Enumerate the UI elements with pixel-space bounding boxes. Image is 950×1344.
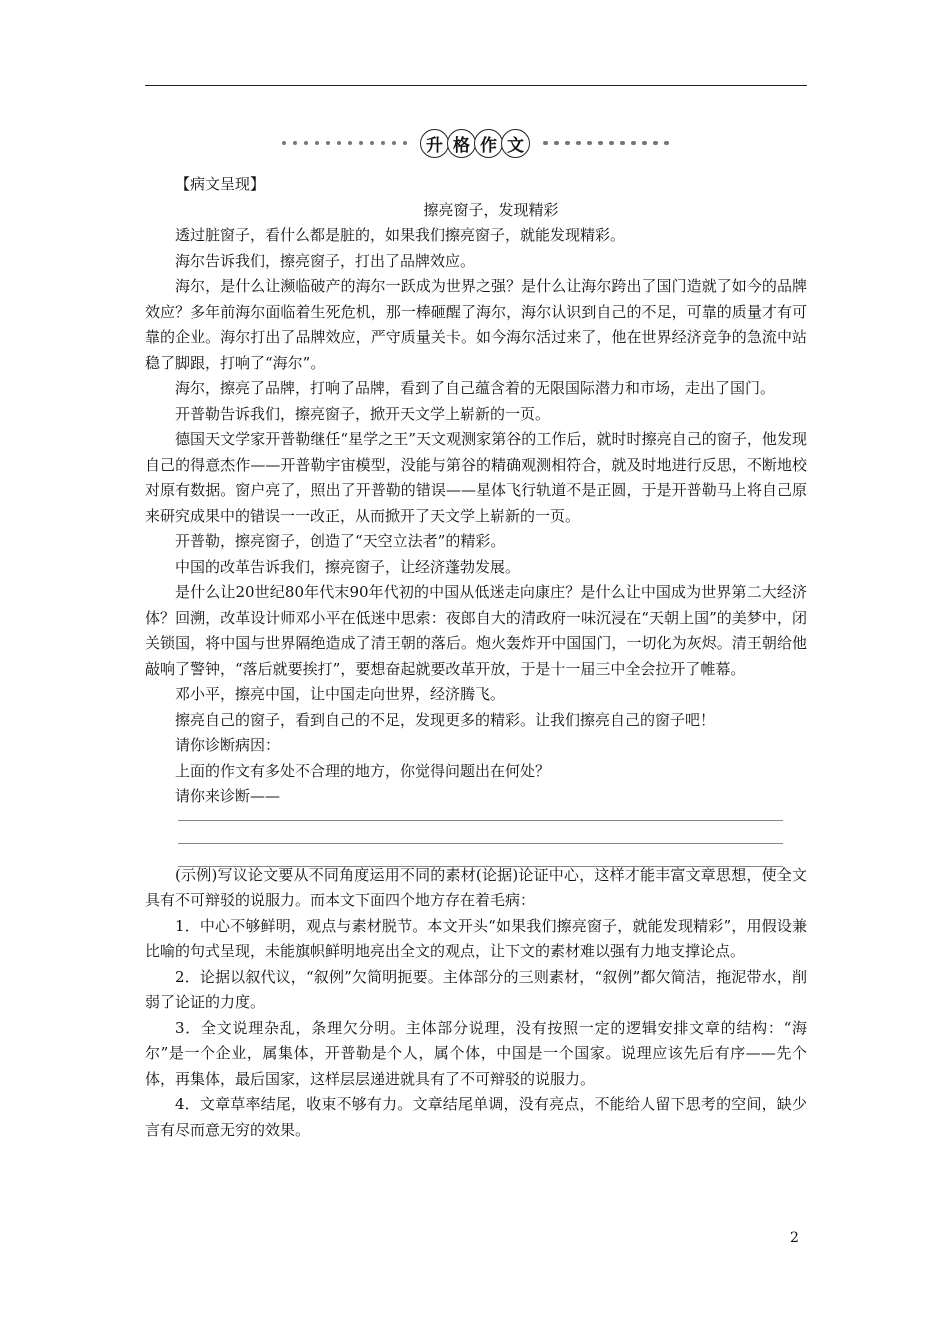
prompt-line: 上面的作文有多处不合理的地方，你觉得问题出在何处？ — [175, 761, 551, 780]
essay-title: 擦亮窗子，发现精彩 — [423, 200, 559, 219]
banner-char: 文 — [501, 129, 530, 158]
answer-blank-line — [178, 843, 783, 844]
essay-paragraph: 开普勒，擦亮窗子，创造了“天空立法者”的精彩。 — [175, 532, 506, 550]
essay-paragraph: 德国天文学家开普勒继任“星学之王”天文观测家第谷的工作后，就时时擦亮自己的窗子，他发现自己的得意杰作——开普勒宇宙模型，没能与第谷的精确观测相符合，就及时地进行反思，不断地校对原有数据。窗户亮了，照出了开普勒的错误——星体飞行轨道不是正圆，于是开普勒马上将自己原来研究成果中的错误一一改正，从而掀开了天文学上崭新的一页。 — [145, 430, 807, 525]
answer-intro: (示例)写议论文要从不同角度运用不同的素材(论据)论证中心，这样才能丰富文章思想，使全文具有不可辩驳的说服力。而本文下面四个地方存在着毛病： — [145, 865, 807, 909]
answer-point: 4．文章草率结尾，收束不够有力。文章结尾单调，没有亮点，不能给人留下思考的空间，缺少言有尽而意无穷的效果。 — [145, 1095, 807, 1139]
prompt-line: 请你诊断病因： — [175, 736, 281, 754]
banner-dots-right — [543, 141, 669, 146]
header-rule — [145, 85, 807, 86]
banner-char: 格 — [447, 129, 476, 158]
page-number: 2 — [790, 1230, 799, 1246]
essay-paragraph: 海尔，是什么让濒临破产的海尔一跃成为世界之强？是什么让海尔跨出了国门造就了如今的品牌效应？多年前海尔面临着生死危机，那一棒砸醒了海尔，海尔认识到自己的不足，可靠的质量才有可靠的企业。海尔打出了品牌效应，严守质量关卡。如今海尔活过来了，他在世界经济竞争的急流中站稳了脚跟，打响了“海尔”。 — [145, 277, 807, 372]
answer-point: 3．全文说理杂乱，条理欠分明。主体部分说理，没有按照一定的逻辑安排文章的结构：“海尔”是一个企业，属集体，开普勒是个人，属个体，中国是一个国家。说理应该先后有序——先个体，再集体，最后国家，这样层层递进就具有了不可辩驳的说服力。 — [145, 1018, 807, 1088]
banner-title — [421, 129, 529, 158]
essay-paragraph: 中国的改革告诉我们，擦亮窗子，让经济蓬勃发展。 — [175, 557, 521, 576]
banner-dots-left — [282, 141, 408, 146]
essay-paragraph: 擦亮自己的窗子，看到自己的不足，发现更多的精彩。让我们擦亮自己的窗子吧！ — [175, 710, 716, 729]
answer-point: 1．中心不够鲜明，观点与素材脱节。本文开头“如果我们擦亮窗子，就能发现精彩”，用假设兼比喻的句式呈现，未能旗帜鲜明地亮出全文的观点，让下文的素材难以强有力地支撑论点。 — [145, 916, 807, 960]
answer-point: 2．论据以叙代议，“叙例”欠简明扼要。主体部分的三则素材，“叙例”都欠简洁，拖泥带水，削弱了论证的力度。 — [145, 967, 807, 1011]
answer-blank-line — [178, 820, 783, 821]
sample-answer — [145, 863, 807, 1144]
essay-paragraph: 开普勒告诉我们，擦亮窗子，掀开天文学上崭新的一页。 — [175, 404, 551, 423]
banner-char: 作 — [474, 129, 503, 158]
section-label: 【病文呈现】 — [175, 175, 266, 193]
banner-char: 升 — [420, 129, 449, 158]
essay-paragraph: 海尔告诉我们，擦亮窗子，打出了品牌效应。 — [175, 251, 476, 270]
essay-paragraph: 透过脏窗子，看什么都是脏的，如果我们擦亮窗子，就能发现精彩。 — [175, 226, 626, 244]
essay-paragraph: 是什么让20世纪80年代末90年代初的中国从低迷走向康庄？是什么让中国成为世界第二大经济体？回溯，改革设计师邓小平在低迷中思索：夜郎自大的清政府一味沉浸在“天朝上国”的美梦中，闭关锁国，将中国与世界隔绝造成了清王朝的落后。炮火轰炸开中国国门，一切化为灰烬。清王朝给他敲响了警钟，“落后就要挨打”，要想奋起就要改革开放，于是十一届三中全会拉开了帷幕。 — [145, 583, 807, 678]
document-body — [145, 172, 807, 1143]
section-banner — [0, 124, 950, 162]
prompt-line: 请你来诊断—— — [175, 787, 281, 805]
essay-paragraph: 海尔，擦亮了品牌，打响了品牌，看到了自己蕴含着的无限国际潜力和市场，走出了国门。 — [175, 379, 776, 397]
answer-blanks — [145, 820, 807, 867]
essay-paragraph: 邓小平，擦亮中国，让中国走向世界，经济腾飞。 — [175, 685, 506, 703]
